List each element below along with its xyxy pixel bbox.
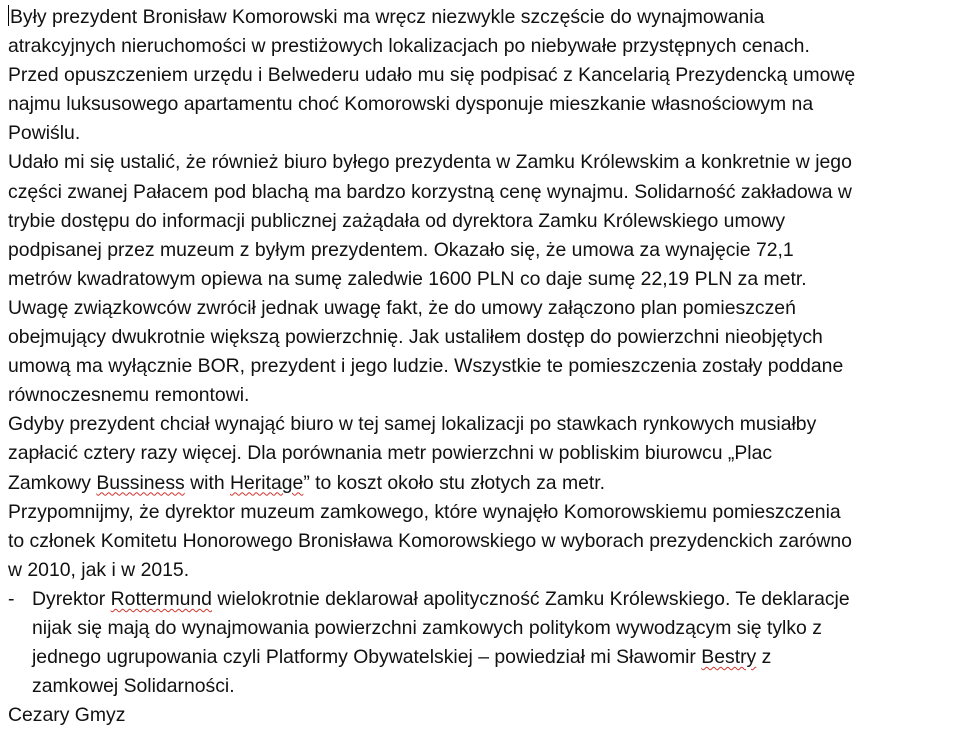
text-cursor [8,5,9,26]
text-run: umową ma wyłącznie BOR, prezydent i jego ludzie. Wszystkie te pomieszczenia zostały poddane [8,355,844,378]
text-line [8,207,973,236]
text-run: z [756,646,772,669]
text-run: zamkowej Solidarności. [32,675,235,698]
text-line [8,556,973,585]
text-line [8,410,973,439]
text-line [8,643,973,672]
text-line [8,90,973,119]
text-run: zapłacić cztery razy więcej. Dla porównania metr powierzchni w pobliskim biurowcu „Plac [8,442,773,465]
misspelled-word: Bussiness [96,471,185,494]
text-line [8,439,973,468]
author-signature: Cezary Gmyz [8,704,126,727]
text-line [8,3,973,32]
text-line [8,498,973,527]
text-run: najmu luksusowego apartamentu choć Komorowski dysponuje mieszkanie własnościowym na [8,93,814,116]
text-line [8,585,973,614]
misspelled-word: Rottermund [110,587,212,610]
text-run: trybie dostępu do informacji publicznej zażądała od dyrektora Zamku Królewskiego umowy [8,209,786,232]
text-run: nijak się mają do wynajmowania powierzchni zamkowych politykom wywodzącym się tylko z [32,616,822,639]
text-line [8,672,973,701]
text-line [8,323,973,352]
text-run: Powiślu. [8,122,81,145]
text-line [8,119,973,148]
text-run: with [184,471,231,494]
text-run: równoczesnemu remontowi. [8,384,250,407]
document-body[interactable] [8,3,973,730]
text-run: Gdyby prezydent chciał wynająć biuro w tej samej lokalizacji po stawkach rynkowych musiałby [8,413,817,436]
text-run: Przed opuszczeniem urzędu i Belwederu udało mu się podpisać z Kancelarią Prezydencką umowę [8,64,856,87]
text-line [8,527,973,556]
paragraph [8,410,973,497]
text-line [8,469,973,498]
text-line [8,178,973,207]
text-run: obejmujący dwukrotnie większą powierzchnię. Jak ustaliłem dostęp do powierzchni nieobjętych [8,326,823,349]
text-run: w 2010, jak i w 2015. [8,558,190,581]
text-run: wielokrotnie deklarował apolityczność Zamku Królewskiego. Te deklaracje [211,587,850,610]
text-line [8,294,973,323]
paragraph [8,498,973,585]
text-line [8,236,973,265]
text-line [8,148,973,177]
text-run: Przypomnijmy, że dyrektor muzeum zamkowego, które wynajęło Komorowskiemu pomieszczenia [8,500,841,523]
text-line [8,32,973,61]
misspelled-word: Bestry [701,646,757,669]
text-run: części zwanej Pałacem pod blachą ma bardzo korzystną cenę wynajmu. Solidarność zakładowa w [8,180,852,203]
paragraph [8,148,973,410]
text-run: atrakcyjnych nieruchomości w prestiżowych lokalizacjach po niebywałe przystępnych cenach. [8,35,810,58]
text-run: to członek Komitetu Honorowego Bronisława Komorowskiego w wyborach prezydenckich zarówno [8,529,852,552]
text-run: Zamkowy [8,471,97,494]
quote-list-item [8,585,973,701]
text-line [8,352,973,381]
text-line [8,614,973,643]
text-run: Uwagę związkowców zwrócił jednak uwagę fakt, że do umowy załączono plan pomieszczeń [8,296,796,319]
text-line [8,265,973,294]
text-run: Dyrektor [32,587,111,610]
paragraph [8,3,973,148]
text-run: jednego ugrupowania czyli Platformy Obywatelskiej – powiedział mi Sławomir [32,646,702,669]
text-line [8,381,973,410]
text-run: Były prezydent Bronisław Komorowski ma wręcz niezwykle szczęście do wynajmowania [10,6,765,28]
text-run: podpisanej przez muzeum z byłym prezydentem. Okazało się, że umowa za wynajęcie 72,1 [8,238,794,261]
text-run: metrów kwadratowym opiewa na sumę zaledwie 1600 PLN co daje sumę 22,19 PLN za metr. [8,267,807,290]
text-run: Udało mi się ustalić, że również biuro byłego prezydenta w Zamku Królewskim a konkretnie w jego [8,151,852,174]
text-line [8,61,973,90]
misspelled-word: Heritage [230,471,304,494]
text-run: ” to koszt około stu złotych za metr. [303,471,606,494]
list-dash-marker: - [8,587,15,610]
